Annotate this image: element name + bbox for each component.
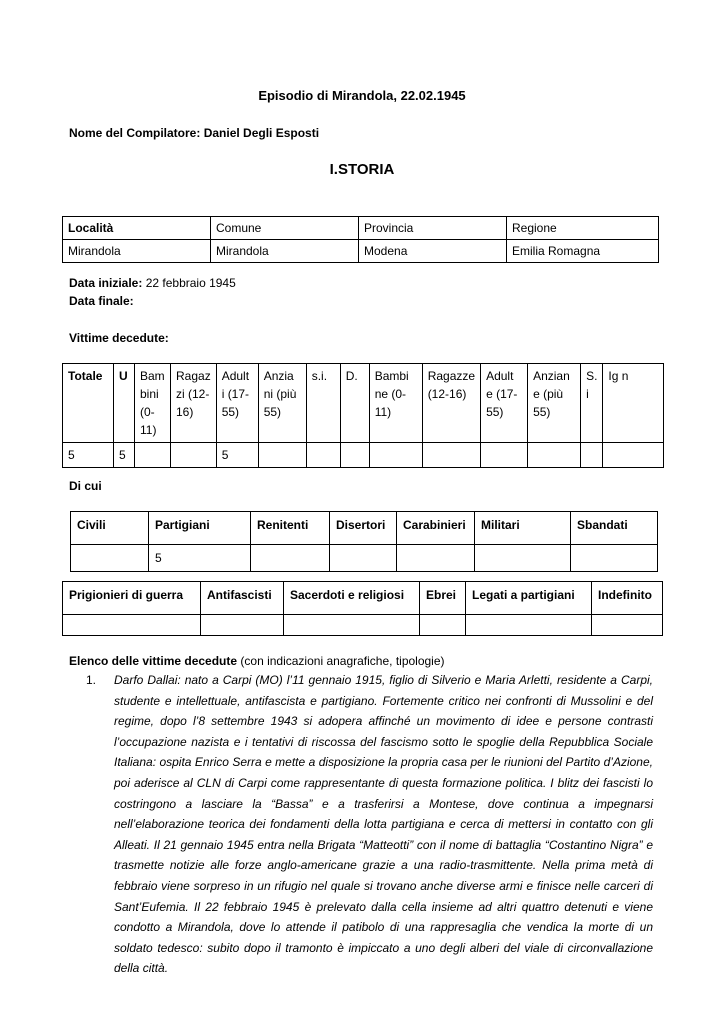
- table-cell: [63, 615, 201, 636]
- table-cell: [466, 615, 592, 636]
- table-header-cell: Totale: [63, 364, 114, 443]
- table-header-cell: Ebrei: [420, 582, 466, 615]
- table-header-cell: Località: [63, 217, 211, 240]
- victims-list-heading-rest: (con indicazioni anagrafiche, tipologie): [237, 654, 445, 668]
- table-header-cell: Civili: [71, 512, 149, 545]
- table-header-cell: Comune: [211, 217, 359, 240]
- list-item: [88, 670, 653, 979]
- table-cell: [251, 545, 330, 572]
- table-cell: 5: [149, 545, 251, 572]
- table-cell: [397, 545, 475, 572]
- table-header-cell: Ragazze (12-16): [422, 364, 480, 443]
- victims-list-heading-bold: Elenco delle vittime decedute: [69, 654, 238, 668]
- victims-list-heading: [69, 654, 445, 668]
- table-cell: [592, 615, 663, 636]
- table-header-cell: U: [114, 364, 135, 443]
- table-header-cell: Disertori: [330, 512, 397, 545]
- table-header-cell: Ragaz zi (12-16): [171, 364, 217, 443]
- compiler-line: [69, 126, 319, 140]
- table-header-cell: Sacerdoti e religiosi: [284, 582, 420, 615]
- table-cell: [258, 443, 306, 468]
- table-header-cell: Adult e (17-55): [481, 364, 528, 443]
- table-cell: [475, 545, 571, 572]
- table-cell: [330, 545, 397, 572]
- table-cell: 5: [114, 443, 135, 468]
- categories-table: [62, 581, 663, 636]
- table-header-cell: Anzian e (più 55): [528, 364, 581, 443]
- table-cell: [284, 615, 420, 636]
- start-date-value: 22 febbraio 1945: [145, 276, 236, 290]
- table-row: [63, 443, 664, 468]
- table-header-cell: Indefinito: [592, 582, 663, 615]
- table-header-row: [63, 364, 664, 443]
- dicui-table: [70, 511, 658, 572]
- table-cell: [369, 443, 422, 468]
- table-cell: Mirandola: [211, 240, 359, 263]
- table-cell: [201, 615, 284, 636]
- table-header-row: [63, 217, 659, 240]
- table-cell: 5: [216, 443, 258, 468]
- document-title: Episodio di Mirandola, 22.02.1945: [258, 88, 466, 103]
- table-header-cell: Bambi ne (0-11): [369, 364, 422, 443]
- list-item-text: Darfo Dallai: nato a Carpi (MO) l’11 gennaio 1915, figlio di Silverio e Maria Arletti, residente a Carpi, studente e intellettuale, antifascista e partigiano. Fortemente critico nei confronti di Mussolini e del regime, dopo l’8 settembre 1943 si adopera affinché un movimento di idee e persone contrasti l’occupazione nazista e i tentativi di riscossa del fascismo sotto le spoglie della Repubblica Sociale Italiana: ospita Enrico Serra e mette a disposizione la propria casa per le riunioni del Partito d’Azione, poi aderisce al CLN di Carpi come rappresentante di questa formazione politica. I blitz dei fascisti lo costringono a lasciare la “Bassa” e a trasferirsi a Montese, dove continua a impegnarsi nell’elaborazione teorica dei fondamenti della lotta partigiana e cerca di mettersi in contatto con gli Alleati. Il 21 gennaio 1945 entra nella Brigata “Matteotti” con il nome di battaglia “Costantino Nigra” e trasmette notizie alle forze anglo-americane grazie a una radio-trasmittente. Nella prima metà di febbraio viene sorpreso in un rifugio nel quale si trovano anche diverse armi e finisce nelle carceri di Sant’Eufemia. Il 22 febbraio 1945 è prelevato dalla cella insieme ad altri quattro detenuti e viene condotto a Mirandola, dove lo attende il patibolo di una rappresaglia che vendica la morte di un soldato tedesco: subito dopo il tramonto è impiccato a uno degli alberi del viale di circonvallazione della città.: [114, 673, 653, 976]
- table-header-cell: Renitenti: [251, 512, 330, 545]
- table-header-cell: Carabinieri: [397, 512, 475, 545]
- table-cell: [306, 443, 340, 468]
- table-header-cell: S. i: [581, 364, 603, 443]
- start-date-label: Data iniziale:: [69, 276, 143, 290]
- table-header-cell: Anzia ni (più 55): [258, 364, 306, 443]
- table-header-row: [71, 512, 658, 545]
- table-header-cell: Antifascisti: [201, 582, 284, 615]
- table-cell: [420, 615, 466, 636]
- table-header-cell: Ig n: [603, 364, 664, 443]
- table-cell: [581, 443, 603, 468]
- table-header-cell: Legati a partigiani: [466, 582, 592, 615]
- compiler-label: Nome del Compilatore:: [69, 126, 201, 140]
- table-header-cell: s.i.: [306, 364, 340, 443]
- table-header-cell: Provincia: [359, 217, 507, 240]
- table-header-cell: Prigionieri di guerra: [63, 582, 201, 615]
- table-row: [63, 615, 663, 636]
- table-cell: [135, 443, 171, 468]
- table-cell: [571, 545, 658, 572]
- table-cell: 5: [63, 443, 114, 468]
- victims-heading: Vittime decedute:: [69, 331, 169, 345]
- table-header-cell: D.: [340, 364, 369, 443]
- table-row: [71, 545, 658, 572]
- table-cell: [481, 443, 528, 468]
- table-cell: [171, 443, 217, 468]
- table-header-cell: Regione: [507, 217, 659, 240]
- table-header-cell: Sbandati: [571, 512, 658, 545]
- table-cell: [528, 443, 581, 468]
- table-header-cell: Bam bini (0-11): [135, 364, 171, 443]
- end-date-line: [69, 294, 134, 308]
- start-date-line: [69, 276, 236, 290]
- list-item-number: 1.: [86, 673, 97, 687]
- table-cell: Mirandola: [63, 240, 211, 263]
- table-row: [63, 240, 659, 263]
- table-header-cell: Partigiani: [149, 512, 251, 545]
- table-header-row: [63, 582, 663, 615]
- table-cell: [603, 443, 664, 468]
- compiler-name: Daniel Degli Esposti: [203, 126, 320, 140]
- location-table: [62, 216, 659, 263]
- table-header-cell: Militari: [475, 512, 571, 545]
- dicui-heading: Di cui: [69, 479, 102, 493]
- table-header-cell: Adult i (17-55): [216, 364, 258, 443]
- section-title: I.STORIA: [329, 161, 395, 178]
- table-cell: [71, 545, 149, 572]
- table-cell: Emilia Romagna: [507, 240, 659, 263]
- end-date-label: Data finale:: [69, 294, 134, 308]
- table-cell: [422, 443, 480, 468]
- table-cell: [340, 443, 369, 468]
- victims-table: [62, 363, 664, 468]
- table-cell: Modena: [359, 240, 507, 263]
